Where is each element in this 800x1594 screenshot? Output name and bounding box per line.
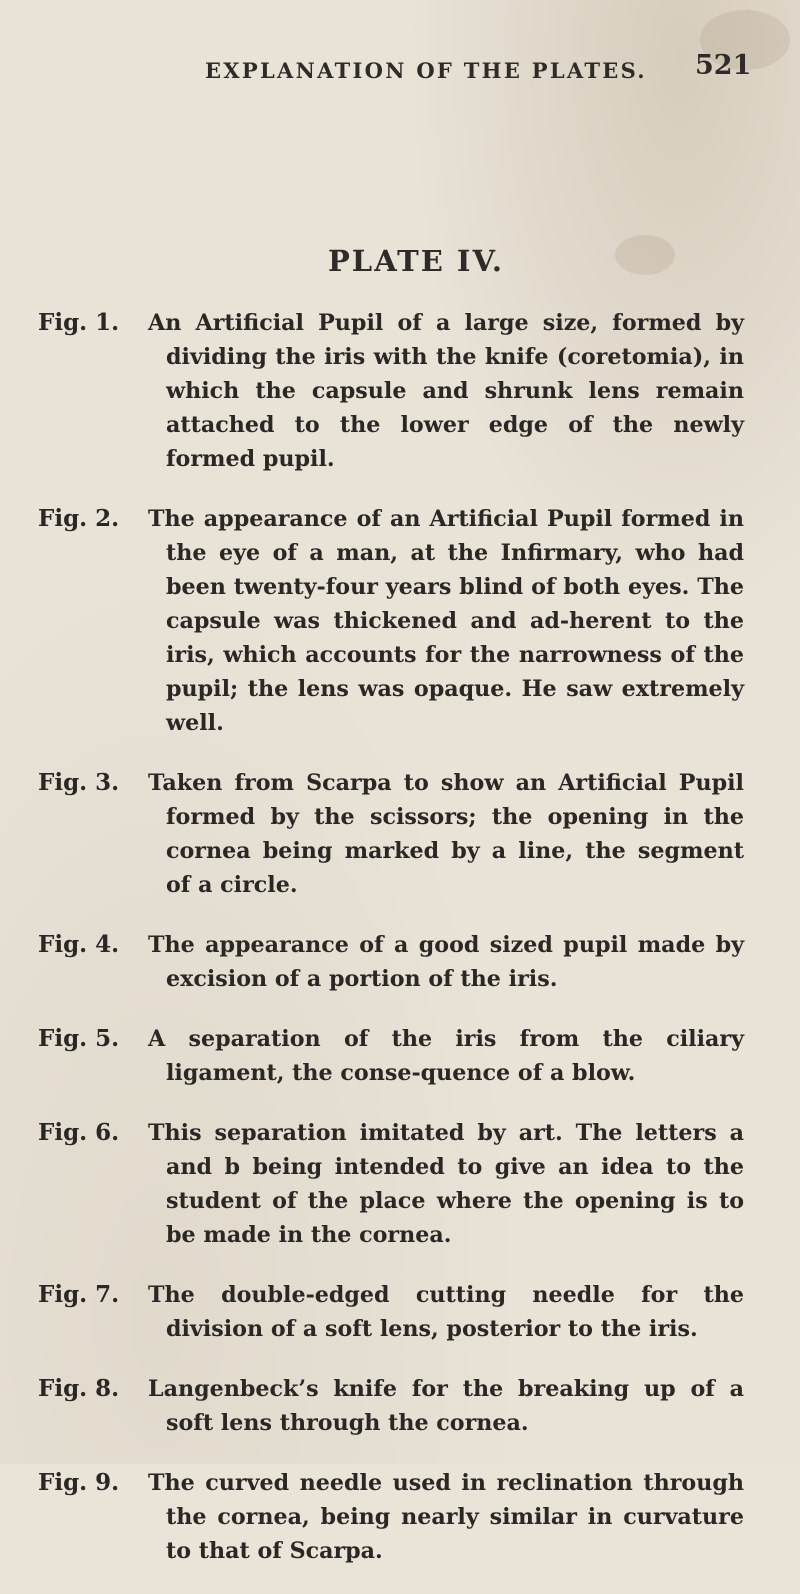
page-number: 521 — [695, 50, 752, 81]
figure-description: A separation of the iris from the ciliary ligament, the conse-quence of a blow. — [148, 1026, 744, 1086]
figure-label: Fig. 3. — [38, 769, 120, 796]
figure-entry-2 — [38, 502, 744, 740]
figure-label: Fig. 5. — [38, 1025, 120, 1052]
figure-description: Taken from Scarpa to show an Artificial Pupil formed by the scissors; the opening in the cornea being marked by a line, the segment of a circle. — [148, 770, 744, 898]
figure-description: Langenbeck’s knife for the breaking up of a soft lens through the cornea. — [148, 1376, 744, 1436]
figure-label: Fig. 4. — [38, 931, 120, 958]
figure-label: Fig. 1. — [38, 309, 120, 336]
figure-description: The appearance of an Artificial Pupil formed in the eye of a man, at the Infirmary, who had been twenty-four years blind of both eyes. The capsule was thickened and ad-herent to the iris, which accounts for the narrowness of the pupil; the lens was opaque. He saw extremely well. — [148, 506, 744, 736]
figure-description: The double-edged cutting needle for the division of a soft lens, posterior to the iris. — [148, 1282, 744, 1342]
figure-label: Fig. 8. — [38, 1375, 120, 1402]
figure-entry-8 — [38, 1372, 744, 1440]
figure-label: Fig. 2. — [38, 505, 120, 532]
figure-entry-1 — [38, 306, 744, 476]
running-head: EXPLANATION OF THE PLATES. — [205, 58, 647, 83]
figure-entry-5 — [38, 1022, 744, 1090]
figure-entry-9 — [38, 1466, 744, 1568]
figure-label: Fig. 6. — [38, 1119, 120, 1146]
figure-entry-4 — [38, 928, 744, 996]
figure-description: The appearance of a good sized pupil made by excision of a portion of the iris. — [148, 932, 744, 992]
figure-entry-7 — [38, 1278, 744, 1346]
plate-title: PLATE IV. — [328, 244, 504, 278]
figure-description: The curved needle used in reclination through the cornea, being nearly similar in curvature to that of Scarpa. — [148, 1470, 744, 1564]
figure-label: Fig. 7. — [38, 1281, 120, 1308]
figure-entry-6 — [38, 1116, 744, 1252]
figure-description: This separation imitated by art. The letters a and b being intended to give an idea to the student of the place where the opening is to be made in the cornea. — [148, 1120, 744, 1248]
paper-stain — [615, 235, 675, 275]
figure-label: Fig. 9. — [38, 1469, 120, 1496]
figure-entry-3 — [38, 766, 744, 902]
figure-list — [38, 306, 744, 1594]
figure-description: An Artificial Pupil of a large size, formed by dividing the iris with the knife (coretomia), in which the capsule and shrunk lens remain attached to the lower edge of the newly formed pupil. — [148, 310, 744, 472]
